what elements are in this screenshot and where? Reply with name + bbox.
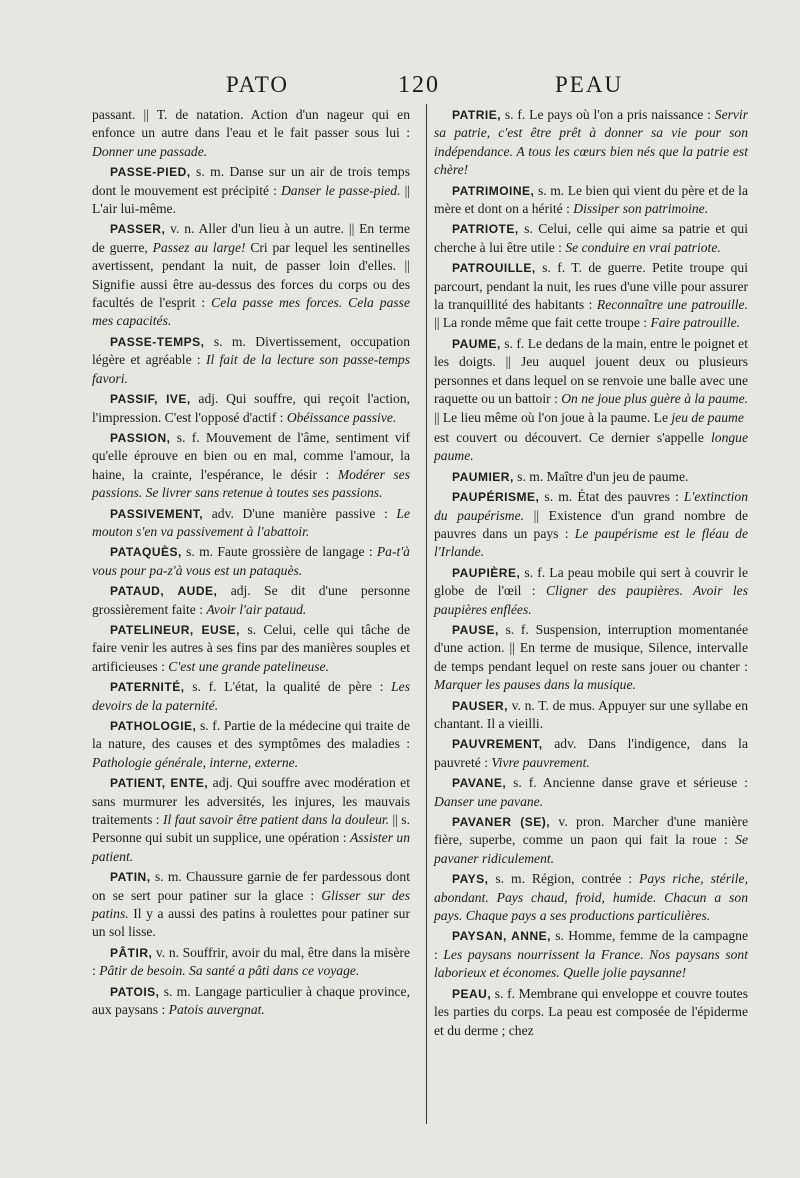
example-text: Donner une passade. <box>92 143 208 159</box>
headword: PATIN, <box>110 870 151 885</box>
part-of-speech: s. f. <box>196 718 221 733</box>
headword: PAUPÉRISME, <box>452 490 540 505</box>
dictionary-entry <box>434 220 748 257</box>
dictionary-entry <box>434 468 748 486</box>
part-of-speech: s. <box>240 621 257 637</box>
example-text: Les paysans nourrissent la France. Nos paysans sont laborieux et économes. Quelle jolie paysanne! <box>434 946 748 981</box>
example-text: Modérer ses passions. Se livrer sans retenue à toutes ses passions. <box>92 466 410 501</box>
definition-text: Ancienne danse grave et sérieuse : <box>536 775 749 791</box>
dictionary-entry <box>92 390 410 427</box>
headword: PAUME, <box>452 336 501 351</box>
example-text: Pa-t'à vous pour pa-z'à vous est un pataquès. <box>92 544 410 578</box>
definition-text: Marcher d'une manière fière, superbe, comme un paon qui fait la roue : <box>434 814 748 848</box>
definition-text: Région, contrée : <box>525 871 640 887</box>
headword: PATOIS, <box>110 984 160 999</box>
headword: PATELINEUR, EUSE, <box>110 622 240 637</box>
example-text: longue paume. <box>434 429 748 464</box>
dictionary-entry <box>434 429 748 466</box>
dictionary-entry <box>92 582 410 619</box>
dictionary-entry <box>434 697 748 734</box>
example-text: Danser le passe-pied. <box>280 182 401 198</box>
example-text: Passez au large! <box>152 239 246 255</box>
dictionary-entry <box>92 106 410 161</box>
headword: PATERNITÉ, <box>110 680 185 695</box>
part-of-speech: s. f. <box>184 679 217 695</box>
headword: PASSIF, IVE, <box>110 392 191 407</box>
definition-text: Celui, celle qui tâche de faire venir les autres à ses fins par des manières souples et artificieuses : <box>92 621 410 674</box>
part-of-speech: s. m. <box>150 869 182 885</box>
dictionary-entry <box>434 735 748 772</box>
definition-text: || Le lieu même où l'on joue à la paume. Le <box>434 409 672 425</box>
part-of-speech: s. <box>550 928 564 944</box>
example-text: Obéissance passive. <box>286 409 397 425</box>
headword: PATHOLOGIE, <box>110 719 197 733</box>
example-text: Danser une pavane. <box>434 793 544 809</box>
left-column <box>92 106 410 1022</box>
definition-text: est couvert ou découvert. Ce dernier s'appelle <box>434 429 711 445</box>
dictionary-entry <box>92 220 410 330</box>
part-of-speech: v. n. T. <box>507 697 549 713</box>
example-text: Vivre pauvrement. <box>491 754 590 770</box>
example-text: Marquer les pauses dans la musique. <box>434 677 636 693</box>
dictionary-entry <box>434 774 748 811</box>
headword: PATAQUÈS, <box>110 545 182 560</box>
part-of-speech: s. f. <box>520 564 546 580</box>
definition-text: Cri par lequel les sentinelles avertissent, pendant la nuit, de passer loin d'elles. || Signifie aussi être au-dessus des forces du corps ou des facultés de l'esprit : <box>92 239 410 311</box>
example-text: Les devoirs de la paternité. <box>92 679 410 713</box>
dictionary-entry <box>92 868 410 942</box>
part-of-speech: adv. <box>542 736 577 752</box>
dictionary-entry <box>92 505 410 542</box>
example-text: Se pavaner ridiculement. <box>434 832 748 866</box>
dictionary-entry <box>92 678 410 715</box>
header-left-guideword: PATO <box>226 72 289 97</box>
definition-text: Dans l'indigence, dans la pauvreté : <box>434 736 748 770</box>
example-text: Pathologie générale, interne, externe. <box>92 754 299 770</box>
headword: PÂTIR, <box>110 945 153 960</box>
headword: PASSION, <box>110 430 171 445</box>
definition-text: Qui souffre avec modération et sans murmurer les adversités, les injures, les mauvais traitements : <box>92 775 410 828</box>
headword: PATROUILLE, <box>452 261 536 276</box>
definition-text: La peau mobile qui sert à couvrir le globe de l'œil : <box>434 564 748 599</box>
part-of-speech: s. f. T. <box>535 260 582 276</box>
example-text: Reconnaître une patrouille. <box>596 297 748 313</box>
definition-text: de mus. Appuyer sur une syllabe en chantant. Il a vieilli. <box>434 697 748 731</box>
definition-text: État des pauvres : <box>572 489 684 505</box>
definition-text: Il y a aussi des patins à roulettes pour patiner sur un sol lisse. <box>92 906 410 940</box>
definition-text: Mouvement de l'âme, sentiment vif qu'elle éprouve en bien ou en mal, comme l'amour, la haine, la crainte, l'espérance, le désir : <box>92 429 410 482</box>
definition-text: de guerre. Petite troupe qui parcourt, pendant la nuit, les rues d'une ville pour assurer la tranquillité des habitants : <box>434 260 748 313</box>
headword: PASSER, <box>110 222 166 237</box>
headword: PAUSE, <box>452 622 499 637</box>
example-text: Faire patrouille. <box>650 315 741 331</box>
part-of-speech: adj. <box>190 391 219 407</box>
definition-text: Aller d'un lieu à un autre. || En terme de guerre, <box>92 221 411 255</box>
part-of-speech: s. m. <box>534 182 565 198</box>
dictionary-entry <box>434 335 748 427</box>
dictionary-entry <box>434 106 748 180</box>
example-text: Glisser sur des patins. <box>92 887 410 922</box>
headword: PEAU, <box>452 986 492 1001</box>
part-of-speech: adj. <box>217 583 251 599</box>
part-of-speech: s. f. <box>170 429 200 445</box>
definition-text: D'une manière passive : <box>233 505 397 521</box>
definition-text: || L'air lui-même. <box>92 182 411 217</box>
example-text: Pays riche, stérile, abondant. Pays chaud, froid, humide. Chacun a son pays. Chaque pays a ses productions particulières. <box>434 871 748 924</box>
example-text: Assister un patient. <box>92 830 410 864</box>
part-of-speech: s. m. <box>539 489 573 505</box>
dictionary-entry <box>92 163 410 218</box>
definition-text: Langage particulier à chaque province, aux paysans : <box>92 983 410 1018</box>
example-text: Il faut savoir être patient dans la douleur. <box>162 812 390 828</box>
headword: PAUMIER, <box>452 469 514 484</box>
example-text: Le paupérisme est le fléau de l'Irlande. <box>434 525 748 560</box>
definition-text: Qui souffre, qui reçoit l'action, l'impression. C'est l'opposé d'actif : <box>92 391 411 425</box>
dictionary-entry <box>92 717 410 772</box>
headword: PAVANER (SE), <box>452 815 551 830</box>
definition-text: Danse sur un air de trois temps dont le mouvement est précipité : <box>92 164 410 198</box>
example-text: L'extinction du paupérisme. <box>434 489 748 523</box>
definition-text: Partie de la médecine qui traite de la nature, des causes et des symptômes des maladies : <box>92 718 410 752</box>
definition-text: passant. || T. de natation. Action d'un nageur qui en enfonce un autre dans l'eau et le fait passer sous lui : <box>92 107 410 141</box>
part-of-speech: s. f. <box>500 335 525 351</box>
dictionary-entry <box>92 543 410 580</box>
part-of-speech: s. m. <box>159 983 191 999</box>
headword: PAUSER, <box>452 698 508 713</box>
definition-text: Maître d'un jeu de paume. <box>543 468 689 484</box>
dictionary-entry <box>92 774 410 866</box>
dictionary-entry <box>434 488 748 562</box>
headword: PAYS, <box>452 872 489 887</box>
definition-text: || Existence d'un grand nombre de pauvres dans un pays : <box>434 507 748 541</box>
part-of-speech: adv. <box>203 505 234 521</box>
example-text: Cligner des paupières. Avoir les paupières enflées. <box>434 583 748 617</box>
dictionary-entry <box>434 870 748 925</box>
dictionary-entry <box>92 429 410 503</box>
part-of-speech: s. m. <box>190 164 225 180</box>
header-right-guideword: PEAU <box>555 72 624 97</box>
part-of-speech: s. f. <box>506 775 537 791</box>
example-text: On ne joue plus guère à la paume. <box>561 391 748 407</box>
headword: PATRIMOINE, <box>452 183 535 198</box>
example-text: Se conduire en vrai patriote. <box>565 239 721 255</box>
part-of-speech: s. f. <box>491 985 516 1001</box>
headword: PATAUD, AUDE, <box>110 584 218 599</box>
definition-text: Faute grossière de langage : <box>213 544 377 560</box>
headword: PASSE-PIED, <box>110 165 191 180</box>
dictionary-entry <box>434 813 748 868</box>
part-of-speech: v. pron. <box>550 814 605 830</box>
right-column <box>434 106 748 1042</box>
dictionary-entry <box>434 985 748 1040</box>
dictionary-entry <box>434 259 748 333</box>
example-text: Servir sa patrie, c'est être prêt à donner sa vie pour son indépendance. A tous les cœurs bien nés que la patrie est chère! <box>434 107 748 178</box>
definition-text: Membrane qui enveloppe et couvre toutes les parties du corps. La peau est composée de l'épiderme et du derme ; chez <box>434 985 748 1038</box>
definition-text: Homme, femme de la campagne : <box>434 928 749 962</box>
example-text: Cela passe mes forces. Cela passe mes capacités. <box>92 295 410 329</box>
example-text: Le mouton s'en va passivement à l'abattoir. <box>92 505 410 539</box>
example-text: Pâtir de besoin. Sa santé a pâti dans ce voyage. <box>99 963 360 979</box>
definition-text: || La ronde même que fait cette troupe : <box>434 315 651 331</box>
example-text: C'est une grande patelineuse. <box>168 658 329 674</box>
example-text: Patois auvergnat. <box>168 1002 265 1018</box>
headword: PAVANE, <box>452 776 507 791</box>
part-of-speech: adj. <box>208 775 233 791</box>
part-of-speech: s. m. <box>513 468 544 484</box>
dictionary-entry <box>92 983 410 1020</box>
definition-text: Suspension, interruption momentanée d'une action. || En terme de musique, Silence, intervalle de temps pendant lequel on reste sans jouer ou chanter : <box>434 621 748 674</box>
dictionary-entry <box>434 621 748 695</box>
dictionary-entry <box>92 944 410 981</box>
definition-text: L'état, la qualité de père : <box>216 679 392 695</box>
dictionary-entry <box>92 333 410 388</box>
definition-text: Celui, celle qui aime sa patrie et qui cherche à lui être utile : <box>434 221 748 255</box>
definition-text: Se dit d'une personne grossièrement faite : <box>92 583 410 617</box>
example-text: Il fait de la lecture son passe-temps favori. <box>92 352 411 386</box>
dictionary-entry <box>434 564 748 619</box>
headword: PASSE-TEMPS, <box>110 334 205 349</box>
part-of-speech: s. m. <box>204 333 246 349</box>
page-header <box>0 64 800 104</box>
definition-text: Le dedans de la main, entre le poignet et les doigts. || Jeu auquel jouent deux ou plusieurs personnes et dans lequel on se renvoie une balle avec une raquette ou un battoir : <box>434 335 748 407</box>
headword: PAUVREMENT, <box>452 737 543 752</box>
part-of-speech: s. m. <box>488 871 525 887</box>
definition-text: Le pays où l'on a pris naissance : <box>525 107 715 122</box>
dictionary-entry <box>434 182 748 219</box>
definition-text: Souffrir, avoir du mal, être dans la misère : <box>92 944 410 979</box>
example-text: Avoir l'air pataud. <box>206 601 307 617</box>
example-text: Dissiper son patrimoine. <box>573 201 709 217</box>
part-of-speech: s. f. <box>498 621 529 637</box>
part-of-speech: s. m. <box>181 544 214 560</box>
headword: PAYSAN, ANNE, <box>452 929 551 944</box>
headword: PATRIOTE, <box>452 222 519 237</box>
definition-text: Le bien qui vient du père et de la mère et dont on a hérité : <box>434 182 748 217</box>
part-of-speech: s. <box>518 221 533 237</box>
definition-text: || s. Personne qui subit un supplice, une opération : <box>92 812 410 846</box>
headword: PATRIE, <box>452 108 502 122</box>
dictionary-entry <box>434 927 748 982</box>
headword: PAUPIÈRE, <box>452 565 521 580</box>
page-number: 120 <box>398 72 440 98</box>
part-of-speech: v. n. <box>152 944 180 960</box>
dictionary-entry <box>92 621 410 676</box>
part-of-speech: v. n. <box>165 221 195 237</box>
definition-text: Divertissement, occupation légère et agréable : <box>92 333 410 368</box>
example-text: jeu de paume <box>671 409 744 425</box>
headword: PASSIVEMENT, <box>110 506 204 521</box>
headword: PATIENT, ENTE, <box>110 776 209 791</box>
definition-text: Chaussure garnie de fer pardessous dont on se sert pour patiner sur la glace : <box>92 869 410 903</box>
part-of-speech: s. f. <box>501 107 526 122</box>
column-divider <box>426 104 427 1124</box>
